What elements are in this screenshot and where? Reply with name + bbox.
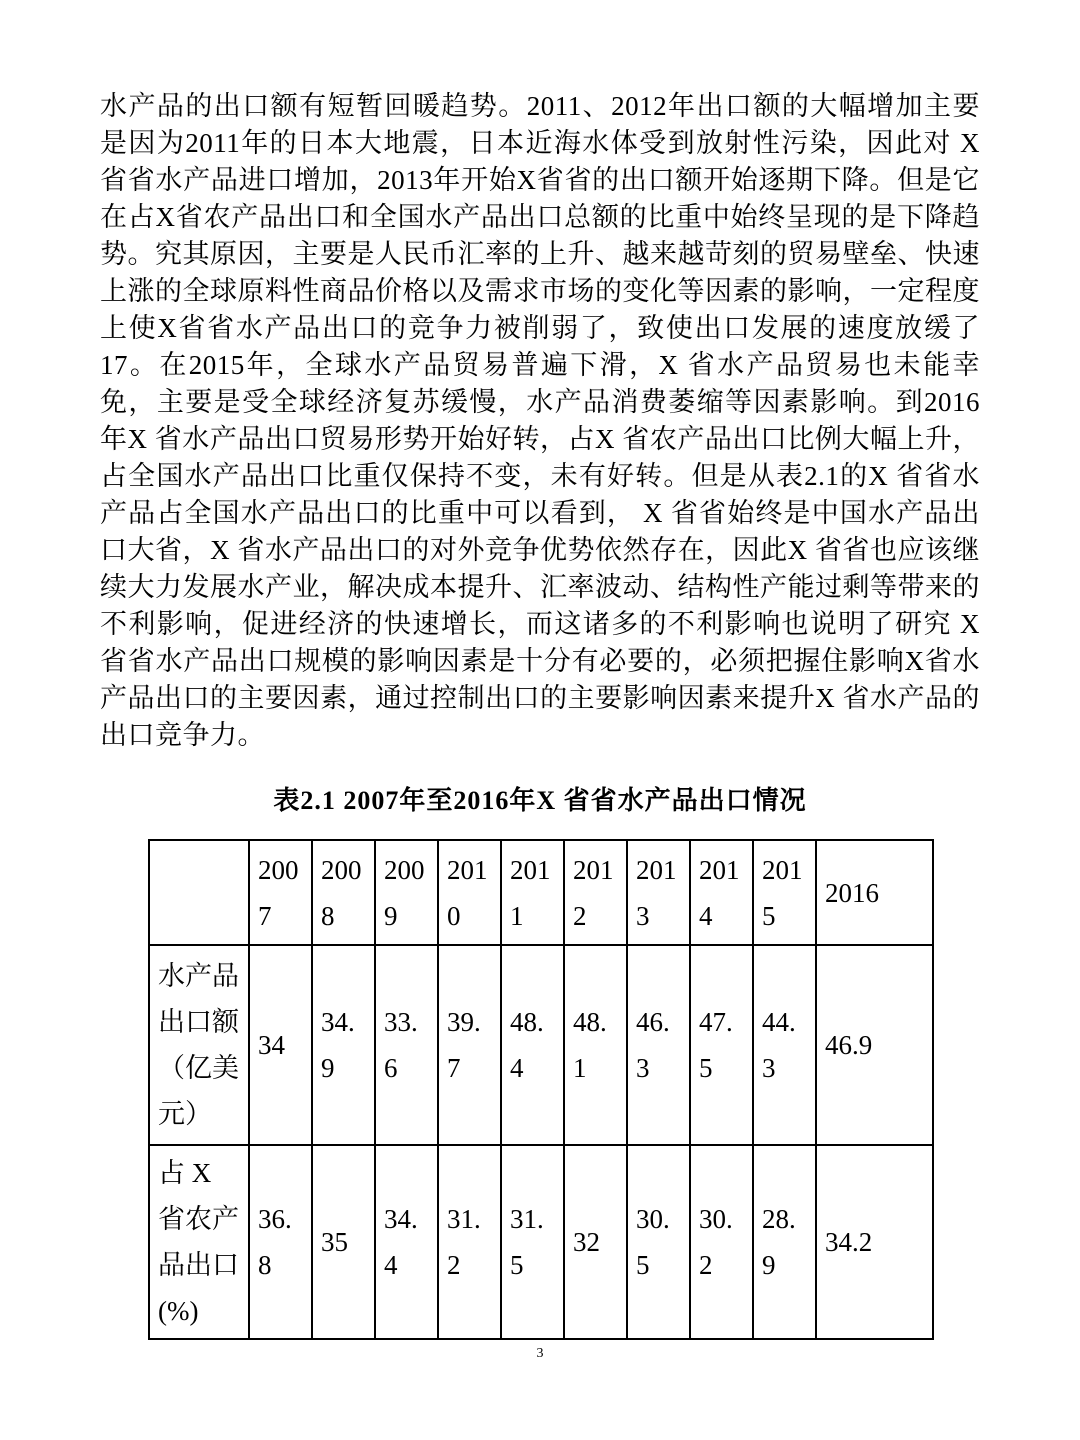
cell-share-2007: 36.8	[249, 1145, 312, 1339]
cell-export-2011: 48.4	[501, 945, 564, 1145]
cell-share-2012: 32	[564, 1145, 627, 1339]
cell-share-2009: 34.4	[375, 1145, 438, 1339]
cell-export-2007: 34	[249, 945, 312, 1145]
header-cell-2009: 2009	[375, 840, 438, 945]
row-label-share-of-agri: 占 X 省农产品出口(%)	[149, 1145, 249, 1339]
row-label-export-value: 水产品出口额（亿美元）	[149, 945, 249, 1145]
header-cell-2015: 2015	[753, 840, 816, 945]
header-cell-blank	[149, 840, 249, 945]
cell-share-2015: 28.9	[753, 1145, 816, 1339]
cell-share-2016: 34.2	[816, 1145, 933, 1339]
header-cell-2010: 2010	[438, 840, 501, 945]
cell-export-2013: 46.3	[627, 945, 690, 1145]
cell-share-2010: 31.2	[438, 1145, 501, 1339]
export-data-table	[148, 839, 934, 1340]
cell-share-2011: 31.5	[501, 1145, 564, 1339]
cell-export-2015: 44.3	[753, 945, 816, 1145]
header-cell-2008: 2008	[312, 840, 375, 945]
table-header-row	[149, 840, 933, 945]
cell-export-2009: 33.6	[375, 945, 438, 1145]
cell-export-2012: 48.1	[564, 945, 627, 1145]
header-cell-2014: 2014	[690, 840, 753, 945]
cell-export-2014: 47.5	[690, 945, 753, 1145]
cell-export-2010: 39.7	[438, 945, 501, 1145]
cell-share-2014: 30.2	[690, 1145, 753, 1339]
body-paragraph: 水产品的出口额有短暂回暖趋势。2011、2012年出口额的大幅增加主要是因为2011年的日本大地震，日本近海水体受到放射性污染，因此对 X 省省水产品进口增加，2013年开始X省省的出口额开始逐期下降。但是它在占X省农产品出口和全国水产品出口总额的比重中始终呈现的是下降趋势。究其原因，主要是人民币汇率的上升、越来越苛刻的贸易壁垒、快速上涨的全球原料性商品价格以及需求市场的变化等因素的影响，一定程度上使X省省水产品出口的竞争力被削弱了，致使出口发展的速度放缓了17。在2015年，全球水产品贸易普遍下滑，X 省水产品贸易也未能幸免，主要是受全球经济复苏缓慢，水产品消费萎缩等因素影响。到2016年X 省水产品出口贸易形势开始好转，占X 省农产品出口比例大幅上升，占全国水产品出口比重仅保持不变，未有好转。但是从表2.1的X 省省水产品占全国水产品出口的比重中可以看到， X 省省始终是中国水产品出口大省，X 省水产品出口的对外竞争优势依然存在，因此X 省省也应该继续大力发展水产业，解决成本提升、汇率波动、结构性产能过剩等带来的不利影响，促进经济的快速增长，而这诸多的不利影响也说明了研究 X 省省水产品出口规模的影响因素是十分有必要的，必须把握住影响X省水产品出口的主要因素，通过控制出口的主要影响因素来提升X 省水产品的出口竞争力。	[100, 91, 980, 750]
table-row-export-value	[149, 945, 933, 1145]
page-number: 3	[536, 1346, 544, 1361]
cell-share-2013: 30.5	[627, 1145, 690, 1339]
header-cell-2007: 2007	[249, 840, 312, 945]
cell-export-2016: 46.9	[816, 945, 933, 1145]
cell-export-2008: 34.9	[312, 945, 375, 1145]
table-title: 表2.1 2007年至2016年X 省省水产品出口情况	[273, 786, 807, 815]
table-row-share-of-agri	[149, 1145, 933, 1339]
header-cell-2016: 2016	[816, 840, 933, 945]
header-cell-2011: 2011	[501, 840, 564, 945]
header-cell-2012: 2012	[564, 840, 627, 945]
cell-share-2008: 35	[312, 1145, 375, 1339]
header-cell-2013: 2013	[627, 840, 690, 945]
